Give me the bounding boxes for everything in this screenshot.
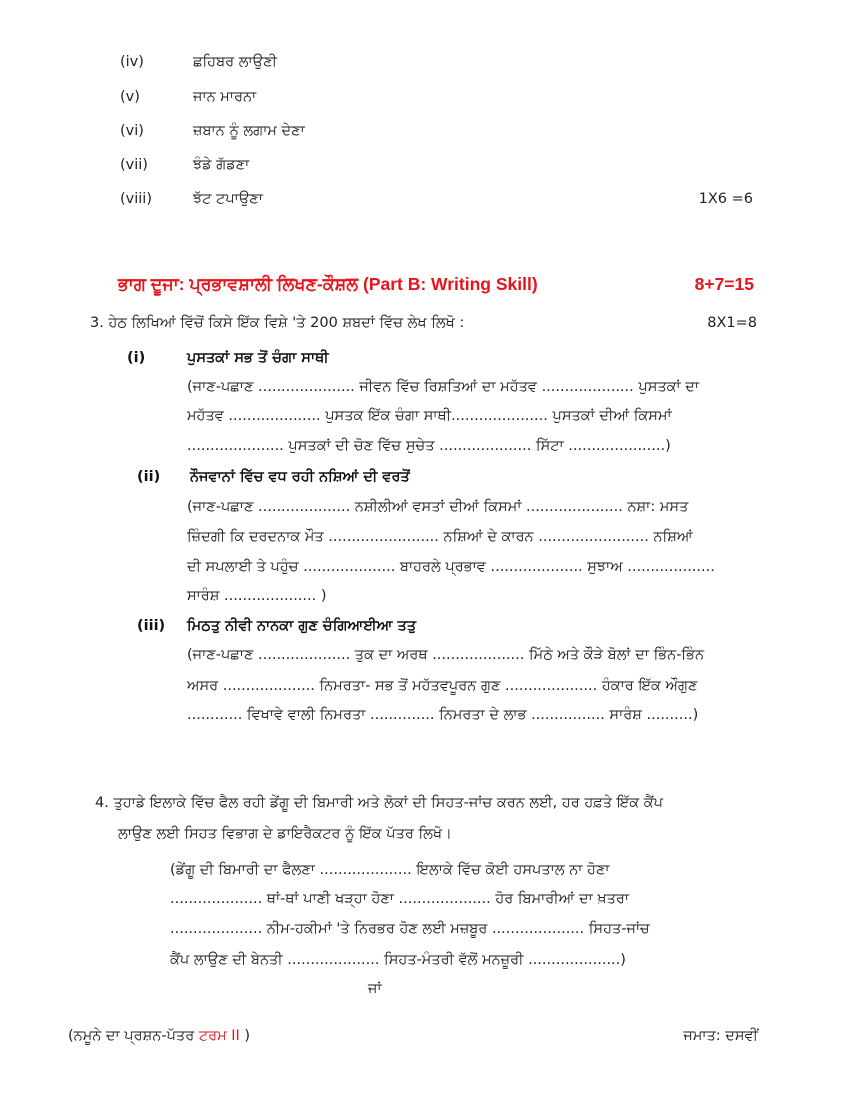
topic-outline-line: (ਜਾਣ-ਪਛਾਣ ..................... ਜੀਵਨ ਵਿੱਚ ਰਿਸ਼ਤਿਆਂ ਦਾ ਮਹੱਤਵ .................... ਪੁਸਤਕਾਂ ਦਾ (187, 379, 700, 395)
question-3-marks: 8X1=8 (707, 315, 757, 331)
topic-title: ਨੌਜਵਾਨਾਂ ਵਿੱਚ ਵਧ ਰਹੀ ਨਸ਼ਿਆਂ ਦੀ ਵਰਤੋਂ (190, 469, 410, 485)
topic-outline-line: ..................... ਪੁਸਤਕਾਂ ਦੀ ਚੋਣ ਵਿੱਚ ਸੁਚੇਤ .................... ਸਿੱਟਾ .....................) (187, 438, 671, 454)
topic-number: (iii) (137, 618, 166, 634)
part-b-marks: 8+7=15 (694, 274, 754, 294)
idiom-text: ਛਹਿਬਰ ਲਾਉਣੀ (193, 54, 277, 70)
idiom-number: (v) (120, 89, 140, 105)
topic-outline-line: ............ ਵਿਖਾਵੇ ਵਾਲੀ ਨਿਮਰਤਾ .............. ਨਿਮਰਤਾ ਦੇ ਲਾਭ ................ ਸਾਰੰਸ਼ ..........) (187, 707, 699, 723)
idiom-number: (vii) (120, 157, 148, 173)
question-4-prompt: 4. ਤੁਹਾਡੇ ਇਲਾਕੇ ਵਿੱਚ ਫੈਲ ਰਹੀ ਡੇਂਗੂ ਦੀ ਬਿਮਾਰੀ ਅਤੇ ਲੋਕਾਂ ਦੀ ਸਿਹਤ-ਜਾਂਚ ਕਰਨ ਲਈ, ਹਰ ਹਫ਼ਤੇ ਇੱਕ ਕੈਂਪ (95, 795, 663, 811)
or-separator: ਜਾਂ (368, 981, 382, 997)
idiom-text: ਜ਼ਬਾਨ ਨੂੰ ਲਗਾਮ ਦੇਣਾ (193, 123, 305, 139)
footer-prefix: (ਨਮੂਨੇ ਦਾ ਪ੍ਰਸ਼ਨ-ਪੱਤਰ (68, 1028, 199, 1044)
idioms-marks: 1X6 =6 (698, 191, 753, 207)
letter-outline-line: .................... ਥਾਂ-ਥਾਂ ਪਾਣੀ ਖੜ੍ਹਾ ਹੋਣਾ .................... ਹੋਰ ਬਿਮਾਰੀਆਂ ਦਾ ਖ਼ਤਰਾ (170, 891, 630, 907)
letter-outline-line: (ਡੇਂਗੂ ਦੀ ਬਿਮਾਰੀ ਦਾ ਫੈਲਣਾ .................... ਇਲਾਕੇ ਵਿੱਚ ਕੋਈ ਹਸਪਤਾਲ ਨਾ ਹੋਣਾ (170, 862, 610, 878)
footer-term: ਟਰਮ II (198, 1028, 240, 1044)
letter-outline-line: ਕੈਂਪ ਲਾਉਣ ਦੀ ਬੇਨਤੀ .................... ਸਿਹਤ-ਮੰਤਰੀ ਵੱਲੋਂ ਮਨਜ਼ੂਰੀ ....................) (170, 952, 626, 968)
part-b-heading: ਭਾਗ ਦੂਜਾ: ਪ੍ਰਭਾਵਸ਼ਾਲੀ ਲਿਖਣ-ਕੌਸ਼ਲ (Part B: Writing Skill) (118, 274, 538, 294)
idiom-text: ਝੱਟ ਟਪਾਉਣਾ (193, 191, 263, 207)
footer-suffix: ) (239, 1028, 251, 1044)
question-4-prompt-cont: ਲਾਉਣ ਲਈ ਸਿਹਤ ਵਿਭਾਗ ਦੇ ਡਾਇਰੈਕਟਰ ਨੂੰ ਇੱਕ ਪੱਤਰ ਲਿਖੋ। (118, 826, 452, 842)
topic-number: (i) (127, 350, 146, 366)
idiom-text: ਜਾਨ ਮਾਰਨਾ (193, 89, 257, 105)
topic-outline-line: (ਜਾਣ-ਪਛਾਣ .................... ਤੁਕ ਦਾ ਅਰਥ .................... ਮਿੱਠੇ ਅਤੇ ਕੌੜੇ ਬੋਲਾਂ ਦਾ ਭਿੰਨ-ਭਿੰਨ (187, 647, 705, 663)
idiom-number: (viii) (120, 191, 152, 207)
topic-title: ਪੁਸਤਕਾਂ ਸਭ ਤੋਂ ਚੰਗਾ ਸਾਥੀ (187, 350, 329, 366)
topic-outline-line: ਸਾਰੰਸ਼ .................... ) (187, 588, 327, 604)
letter-outline-line: .................... ਨੀਮ-ਹਕੀਮਾਂ 'ਤੇ ਨਿਰਭਰ ਹੋਣ ਲਈ ਮਜ਼ਬੂਰ .................... ਸਿਹਤ-ਜਾਂਚ (170, 921, 650, 937)
idiom-text: ਝੰਡੇ ਗੱਡਣਾ (193, 157, 250, 173)
topic-outline-line: ਜ਼ਿੰਦਗੀ ਕਿ ਦਰਦਨਾਕ ਮੌਤ ........................ ਨਸ਼ਿਆਂ ਦੇ ਕਾਰਨ ........................ ਨਸ਼ਿਆਂ (187, 529, 693, 545)
footer-paper-label (68, 1027, 250, 1045)
topic-outline-line: ਮਹੱਤਵ .................... ਪੁਸਤਕ ਇੱਕ ਚੰਗਾ ਸਾਥੀ..................... ਪੁਸਤਕਾਂ ਦੀਆਂ ਕਿਸਮਾਂ (187, 408, 672, 424)
footer-class: ਜਮਾਤ: ਦਸਵੀਂ (683, 1028, 758, 1044)
topic-title: ਮਿਠਤੁ ਨੀਵੀ ਨਾਨਕਾ ਗੁਣ ਚੰਗਿਆਈਆ ਤਤੁ (187, 618, 417, 634)
topic-outline-line: ਅਸਰ .................... ਨਿਮਰਤਾ- ਸਭ ਤੋਂ ਮਹੱਤਵਪੂਰਨ ਗੁਣ .................... ਹੰਕਾਰ ਇੱਕ ਔਗੁਣ (187, 678, 698, 694)
topic-outline-line: (ਜਾਣ-ਪਛਾਣ .................... ਨਸ਼ੀਲੀਆਂ ਵਸਤਾਂ ਦੀਆਂ ਕਿਸਮਾਂ ..................... ਨਸ਼ਾ: ਮਸਤ (187, 499, 689, 515)
topic-number: (ii) (137, 469, 161, 485)
idiom-number: (vi) (120, 123, 144, 139)
topic-outline-line: ਦੀ ਸਪਲਾਈ ਤੇ ਪਹੁੰਚ .................... ਬਾਹਰਲੇ ਪ੍ਰਭਾਵ .................... ਸੁਝਾਅ ................... (187, 559, 715, 575)
idiom-number: (iv) (120, 54, 144, 70)
question-3-prompt: 3. ਹੇਠ ਲਿਖਿਆਂ ਵਿੱਚੋਂ ਕਿਸੇ ਇੱਕ ਵਿਸ਼ੇ 'ਤੇ 200 ਸ਼ਬਦਾਂ ਵਿੱਚ ਲੇਖ ਲਿਖੋ : (90, 315, 465, 331)
